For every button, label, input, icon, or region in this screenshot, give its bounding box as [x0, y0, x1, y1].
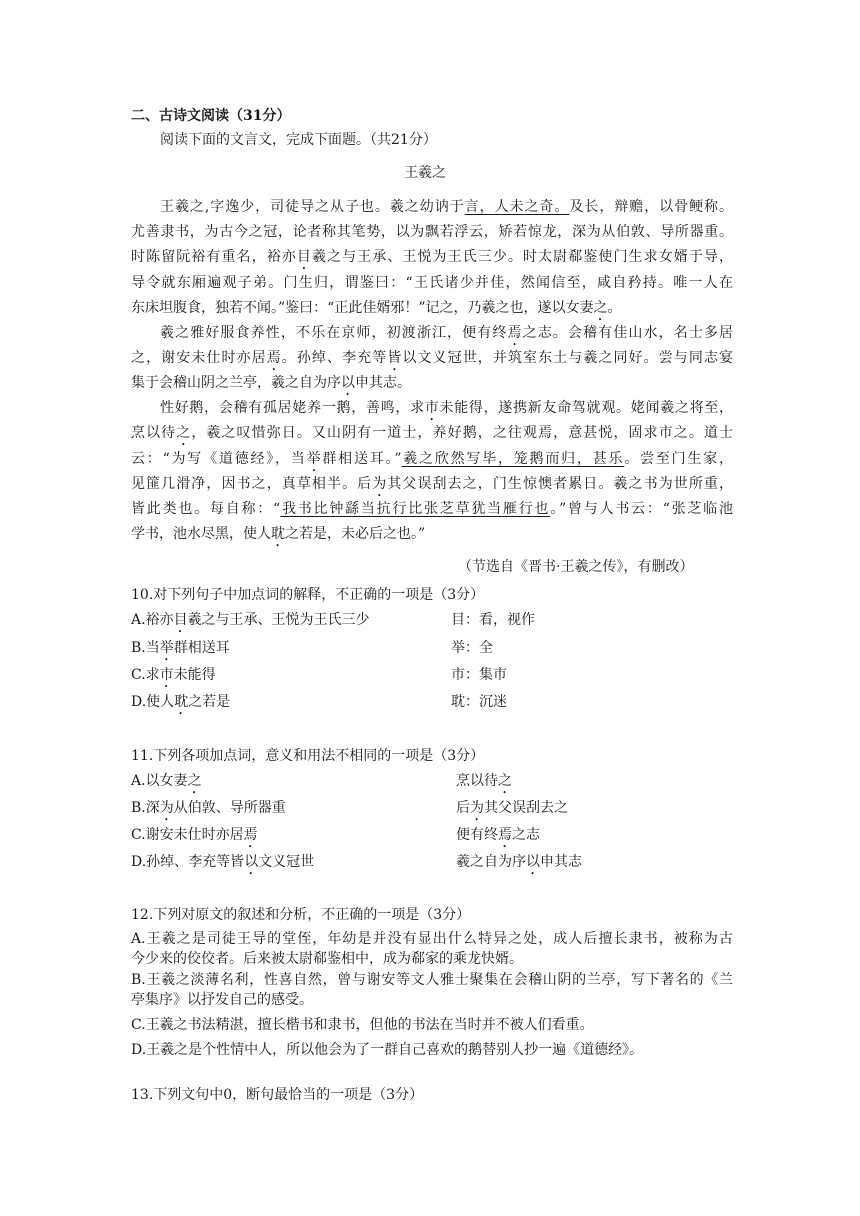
- passage-line: 皆此类也。每自称：“我书比钟繇当抗行比张芝草犹当雁行也。”曾与人书云：“张芝临池: [131, 501, 733, 517]
- underlined-phrase: 言，人未之奇。: [464, 199, 570, 215]
- passage-line: 时陈留阮裕有重名，裕亦目羲之与王承、王悦为王氏三少。时太尉郗鉴使门生求女婿于导，: [131, 249, 734, 265]
- underlined-phrase: 羲之欣然写毕，笼鹅而归，甚乐: [401, 451, 625, 467]
- q10-gloss-b: 举：全: [451, 640, 493, 656]
- passage-line: 见篚几滑净，因书之，真草相半。后为其父误刮去之，门生惊懊者累日。羲之书为世所重，: [131, 476, 734, 492]
- dotted-word: 为: [372, 476, 388, 492]
- q12-line: D.王羲之是个性情中人，所以他会为了一群自己喜欢的鹅替别人抄一遍《道德经》。: [131, 1042, 644, 1058]
- q11-option-b-right: 后为其父误刮去之: [456, 800, 568, 816]
- passage-line: 集于会稽山阴之兰亭，羲之自为序以申其志。: [131, 375, 411, 391]
- section-heading: 二、古诗文阅读（31分）: [131, 108, 291, 124]
- q11-option-d-right: 羲之自为序以申其志: [456, 854, 582, 870]
- q10-option-b: B.当举群相送耳: [131, 640, 230, 656]
- question-13-stem: 13.下列文句中0，断句最恰当的一项是（3分）: [131, 1087, 424, 1103]
- dotted-word: 耽: [271, 526, 285, 542]
- question-12-stem: 12.下列对原文的叙述和分析，不正确的一项是（3分）: [131, 907, 471, 923]
- q11-option-a-right: 烹以待之: [456, 773, 512, 789]
- q11-option-a: A.以女妻之: [131, 773, 202, 789]
- dotted-word: 目: [296, 249, 312, 265]
- underlined-phrase: 我书比钟繇当抗行比张芝草犹当雁行也: [280, 501, 551, 517]
- passage-line: 王羲之,字逸少，司徒导之从子也。羲之幼讷于言，人未之奇。及长，辩赡，以骨鲠称。: [160, 199, 734, 215]
- dotted-word: 市: [424, 400, 440, 416]
- q12-line: A.王羲之是司徒王导的堂侄，年幼是并没有显出什么特异之处，成人后擅长隶书，被称为古: [131, 931, 733, 947]
- dotted-word: 焉: [507, 325, 523, 341]
- source-citation: （节选自《晋书·王羲之传》，有删改）: [458, 559, 694, 575]
- question-11-stem: 11.下列各项加点词，意义和用法不相同的一项是（3分）: [131, 748, 485, 764]
- q12-line: B.王羲之淡薄名利，性喜自然，曾与谢安等文人雅士聚集在会稽山阴的兰亭，写下著名的《兰: [131, 972, 733, 988]
- dotted-word: 皆: [387, 350, 403, 366]
- dotted-word: 举: [306, 451, 323, 467]
- passage-line: 云：“为写《道德经》，当举群相送耳。”羲之欣然写毕，笼鹅而归，甚乐。尝至门生家，: [131, 451, 733, 467]
- q10-option-c: C.求市未能得: [131, 667, 216, 683]
- passage-line: 东床坦腹食，独若不闻。”鉴曰：“正此佳婿邪！”记之，乃羲之也，遂以女妻之。: [131, 300, 622, 316]
- passage-line: 导令就东厢遍观子弟。门生归，谓鉴曰：“王氏诸少并佳，然闻信至，咸自矜持。唯一人在: [131, 275, 733, 291]
- passage-line: 之，谢安未仕时亦居焉。孙绰、李充等皆以文义冠世，并筑室东土与羲之同好。尝与同志宴: [131, 350, 734, 366]
- passage-line: 羲之雅好服食养性，不乐在京师，初渡浙江，便有终焉之志。会稽有佳山水，名士多居: [160, 325, 734, 341]
- q10-gloss-c: 市：集市: [451, 667, 507, 683]
- q11-option-d: D.孙绰、李充等皆以文义冠世: [131, 854, 315, 870]
- q10-gloss-a: 目：看，视作: [451, 612, 535, 628]
- q11-option-b: B.深为从伯敦、导所器重: [131, 800, 286, 816]
- q11-option-c-right: 便有终焉之志: [456, 827, 540, 843]
- q12-line: 今少来的佼佼者。后来被太尉郗鉴相中，成为郗家的乘龙快婿。: [131, 951, 523, 967]
- dotted-word: 以: [341, 375, 355, 391]
- q11-option-c: C.谢安未仕时亦居焉: [131, 827, 258, 843]
- q10-gloss-d: 耽：沉迷: [451, 694, 507, 710]
- passage-line: 学书，池水尽黑，使人耽之若是，未必后之也。”: [131, 526, 426, 542]
- dotted-word: 之: [593, 300, 608, 316]
- question-10-stem: 10.对下列句子中加点词的解释，不正确的一项是（3分）: [131, 587, 485, 603]
- q12-line: C.王羲之书法精湛，擅长楷书和隶书，但他的书法在当时并不被人们看重。: [131, 1017, 594, 1033]
- passage-title: 王羲之: [404, 165, 446, 181]
- q10-option-d: D.使人耽之若是: [131, 694, 231, 710]
- q12-line: 亭集序》以抒发自己的感受。: [131, 992, 313, 1008]
- passage-line: 尤善隶书，为古今之冠，论者称其笔势，以为飘若浮云，矫若惊龙，深为从伯敦、导所器重。: [131, 224, 733, 240]
- instruction: 阅读下面的文言文，完成下面题。（共21分）: [160, 132, 437, 148]
- passage-line: 性好鹅，会稽有孤居姥养一鹅，善鸣，求市未能得，遂携新友命驾就观。姥闻羲之将至，: [160, 400, 734, 416]
- dotted-word: 之: [176, 425, 192, 441]
- q10-option-a: A.裕亦目羲之与王承、王悦为王氏三少: [131, 612, 370, 628]
- passage-line: 烹以待之，羲之叹惜弥日。又山阴有一道士，养好鹅，之往观焉，意甚悦，固求市之。道士: [131, 425, 734, 441]
- dotted-word: 焉: [266, 350, 282, 366]
